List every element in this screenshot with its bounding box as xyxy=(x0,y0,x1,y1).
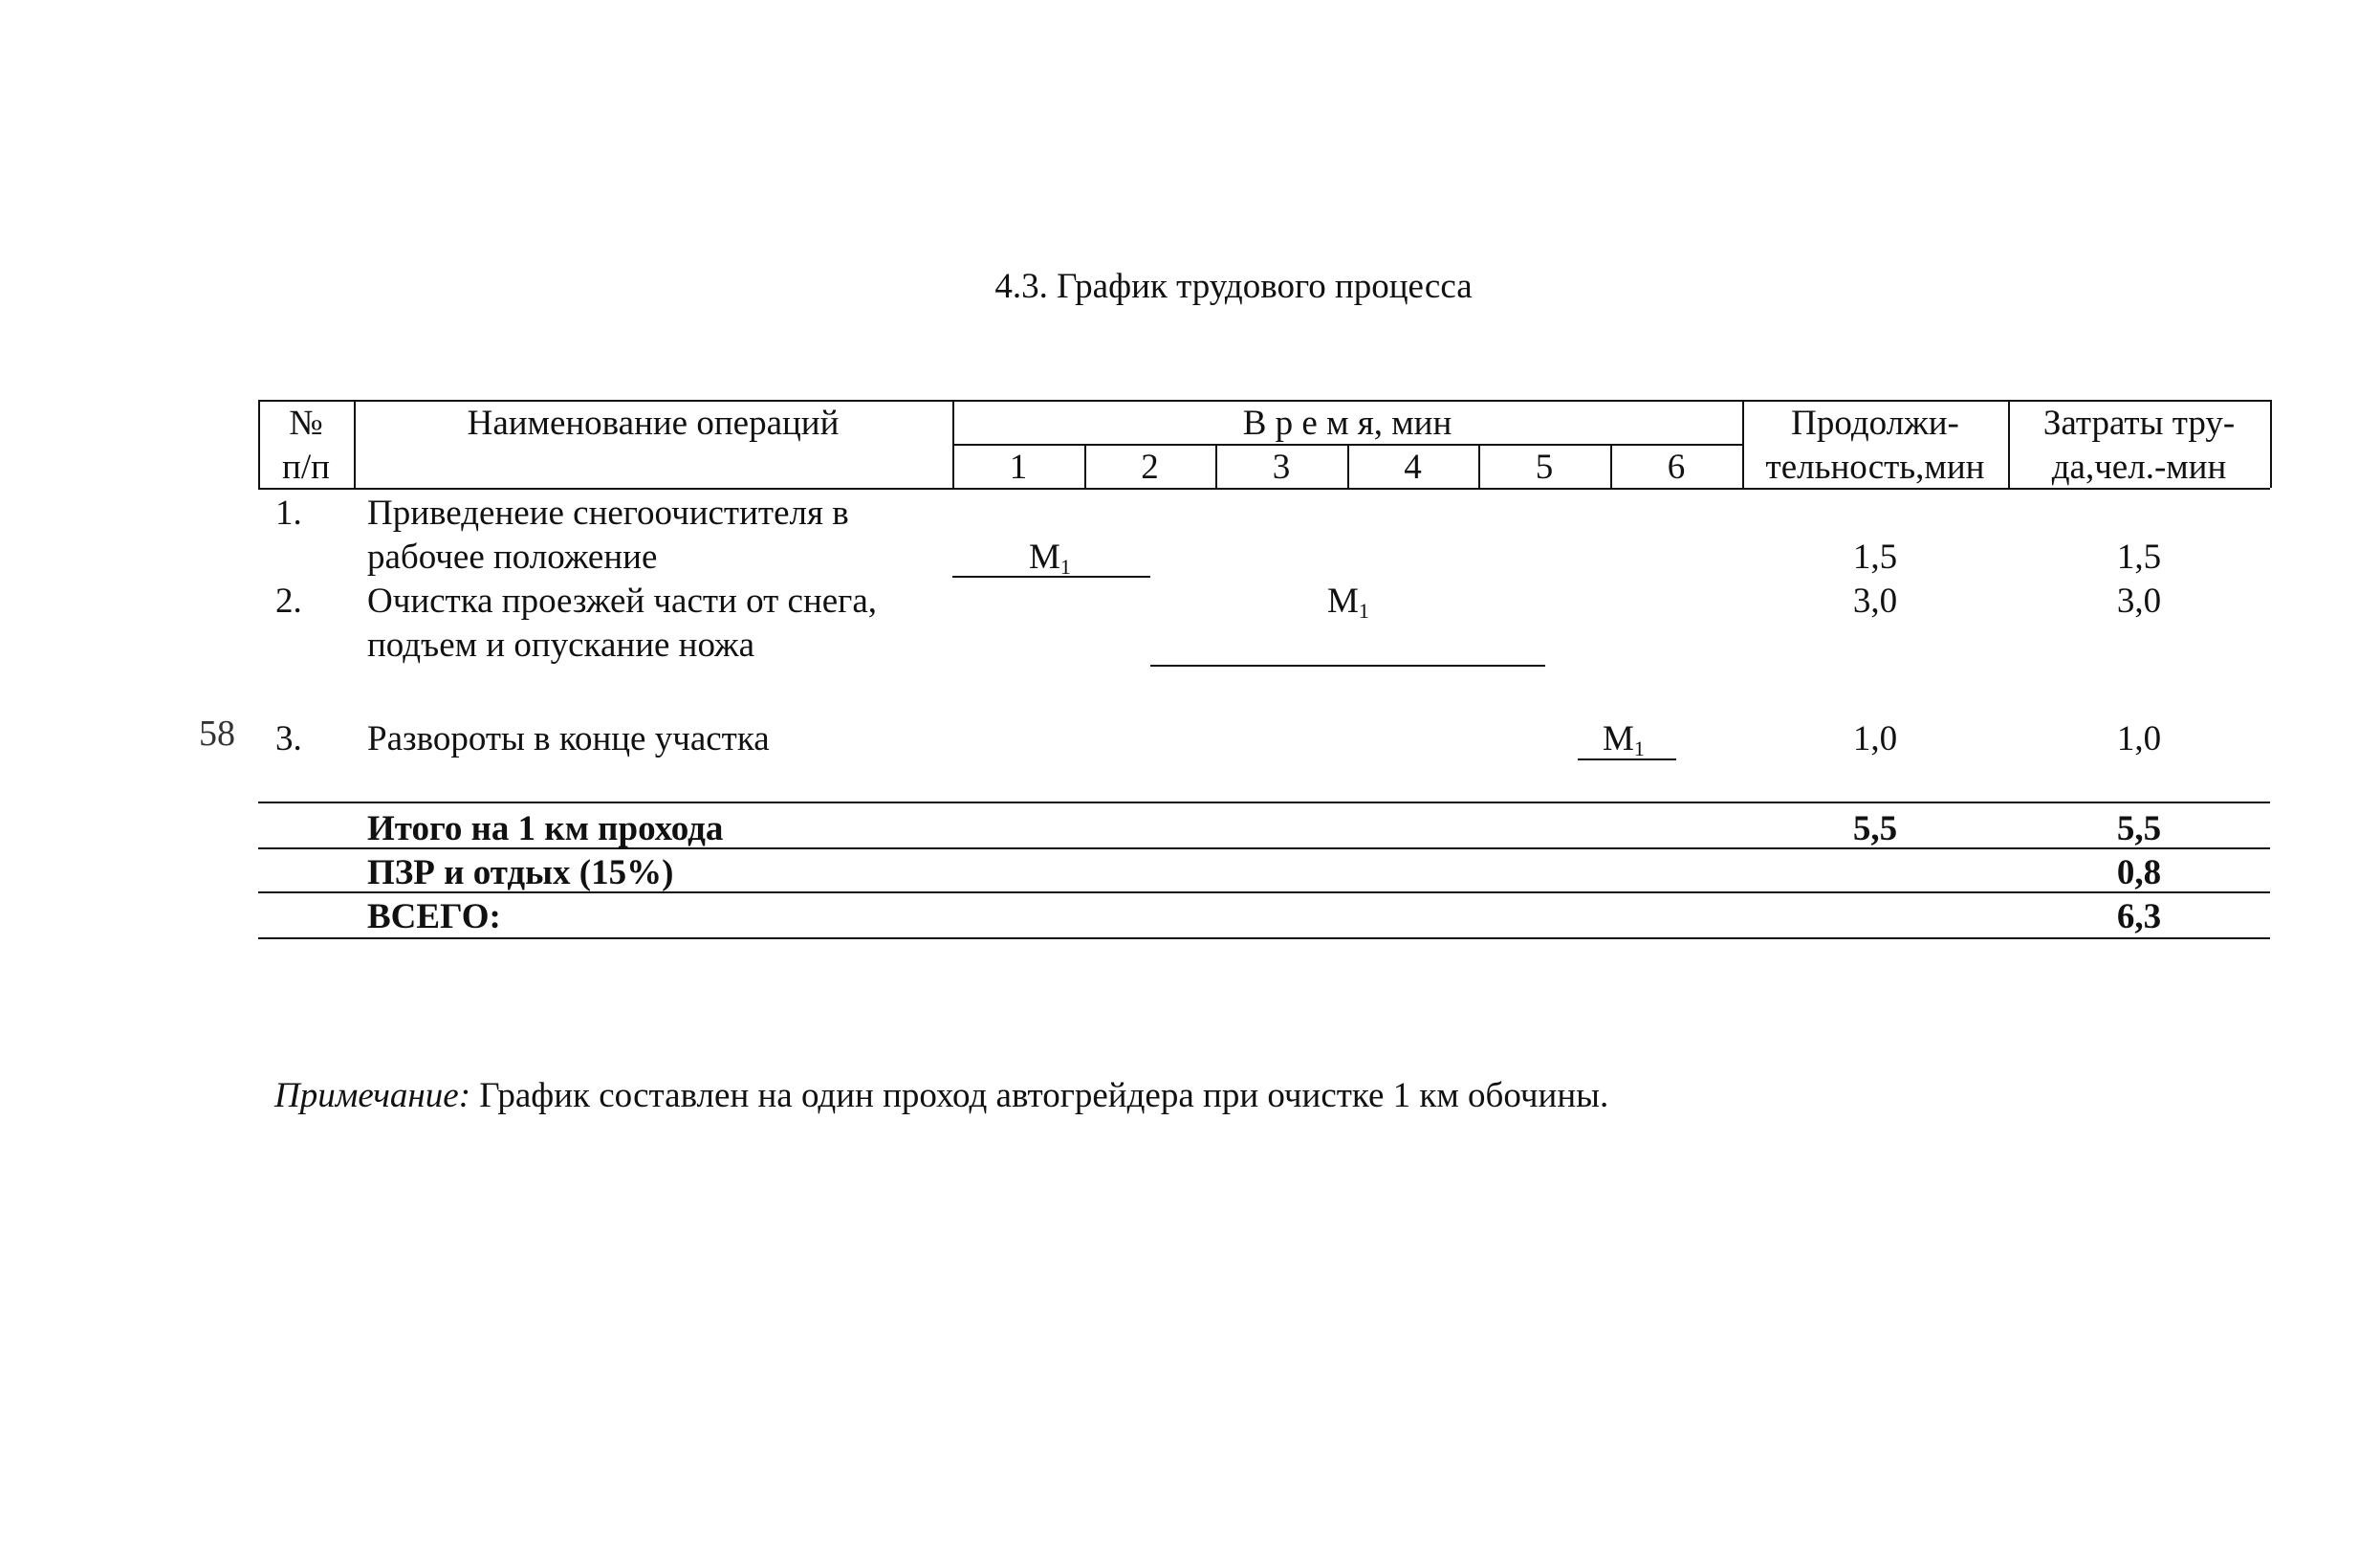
row-labor: 3,0 xyxy=(2116,582,2162,621)
total-labor: 5,5 xyxy=(2116,809,2162,848)
row-labor: 1,5 xyxy=(2116,538,2162,577)
worker-label: $М_1$ xyxy=(1029,538,1071,579)
row-duration: 3,0 xyxy=(1852,582,1898,621)
row-name-line1: Приведенеие снегоочистителя в xyxy=(367,494,849,533)
header-tick: 2 xyxy=(1141,448,1159,487)
grand-total-label: ВСЕГО: xyxy=(367,897,501,936)
pzr-label: ПЗР и отдых (15%) xyxy=(367,853,674,892)
margin-mark: 58 xyxy=(199,714,235,754)
header-top-line xyxy=(258,400,2270,402)
row-name-line1: Очистка проезжей части от снега, xyxy=(367,582,878,621)
row-name-line1: Развороты в конце участка xyxy=(367,719,770,758)
header-bottom-line xyxy=(258,488,2270,490)
header-duration-bottom: тельность,мин xyxy=(1765,448,1985,487)
footnote-label: Примечание: xyxy=(274,1076,471,1115)
header-num-bottom: п/п xyxy=(282,448,330,487)
row-labor: 1,0 xyxy=(2116,719,2162,758)
row-name-line2: рабочее положение xyxy=(367,538,658,577)
pzr-labor: 0,8 xyxy=(2116,853,2162,892)
row-duration: 1,5 xyxy=(1852,538,1898,577)
timeline-bar xyxy=(1150,665,1545,667)
header-tick: 3 xyxy=(1272,448,1291,487)
row-number: 2. xyxy=(275,582,302,621)
header-duration-top: Продолжи- xyxy=(1791,404,1959,443)
header-tick: 1 xyxy=(1009,448,1028,487)
header-tick: 4 xyxy=(1404,448,1422,487)
row-name-line2: подъем и опускание ножа xyxy=(367,626,755,665)
page-title: 4.3. График трудового процесса xyxy=(994,267,1473,306)
worker-label: $М_1$ xyxy=(1327,582,1369,623)
header-num-top: № xyxy=(289,404,323,443)
totals-bottom-line xyxy=(258,937,2270,939)
header-time: В р е м я, мин xyxy=(1242,404,1452,443)
footnote xyxy=(274,1075,1608,1116)
row-duration: 1,0 xyxy=(1852,719,1898,758)
header-tick: 5 xyxy=(1535,448,1554,487)
row-number: 3. xyxy=(275,719,302,758)
totals-top-line xyxy=(258,802,2270,803)
row-number: 1. xyxy=(275,494,302,533)
header-vline xyxy=(2270,400,2272,488)
header-labor-bottom: да,чел.-мин xyxy=(2051,448,2227,487)
worker-label: $М_1$ xyxy=(1603,719,1645,760)
totals-line xyxy=(258,847,2270,849)
header-tick: 6 xyxy=(1667,448,1686,487)
totals-line xyxy=(258,891,2270,893)
header-name: Наименование операций xyxy=(467,404,840,443)
timeline-bar xyxy=(952,576,1150,578)
grand-total-labor: 6,3 xyxy=(2116,897,2162,936)
header-labor-top: Затраты тру- xyxy=(2042,404,2236,443)
total-label: Итого на 1 км прохода xyxy=(367,809,724,848)
total-duration: 5,5 xyxy=(1852,809,1898,848)
footnote-text: График составлен на один проход автогрейдера при очистке 1 км обочины. xyxy=(470,1076,1609,1115)
timeline-bar xyxy=(1578,758,1676,760)
